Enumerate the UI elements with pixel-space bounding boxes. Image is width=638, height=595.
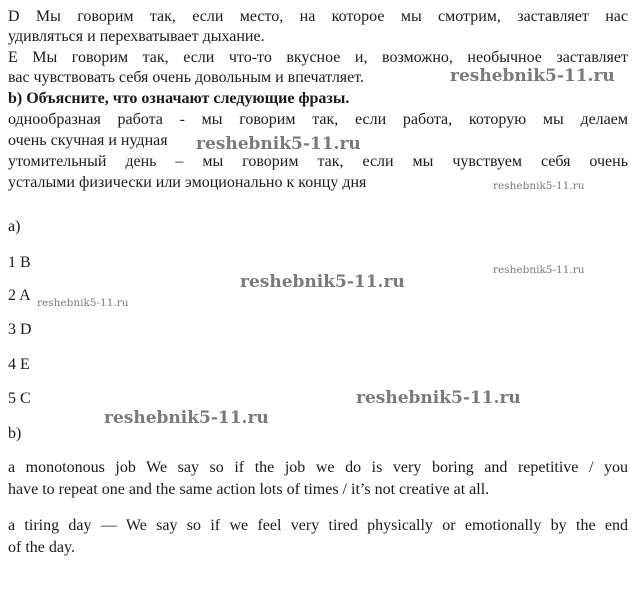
ru-p2-line-1: утомительный день – мы говорим так, если мы чувствуем себя очень	[8, 153, 628, 170]
watermark: reshebnik5-11.ru	[196, 134, 361, 154]
ru-b-heading: b) Объясните, что означают следующие фразы.	[8, 90, 350, 107]
watermark: reshebnik5-11.ru	[356, 388, 521, 408]
watermark: reshebnik5-11.ru	[493, 264, 585, 276]
en-p2-line-2: of the day.	[8, 539, 75, 556]
ru-p2-line-2: усталыми физически или эмоционально к концу дня	[8, 174, 367, 191]
ru-d-line-1: D Мы говорим так, если место, на которое мы смотрим, заставляет нас	[8, 8, 628, 25]
answers-label-a: a)	[8, 218, 21, 235]
ru-d-line-2: удивляться и перехватывает дыхание.	[8, 28, 265, 45]
answer-item-5: 5 C	[8, 390, 31, 407]
watermark: reshebnik5-11.ru	[493, 180, 585, 192]
en-p1-line-1: a monotonous job We say so if the job we do is very boring and repetitive / you	[8, 459, 628, 476]
watermark: reshebnik5-11.ru	[37, 297, 129, 309]
answer-item-2: 2 A	[8, 287, 31, 304]
answers-label-b: b)	[8, 425, 22, 442]
ru-e-line-2: вас чувствовать себя очень довольным и впечатляет.	[8, 69, 365, 86]
watermark: reshebnik5-11.ru	[104, 408, 269, 428]
answer-item-4: 4 E	[8, 356, 30, 373]
watermark: reshebnik5-11.ru	[240, 272, 405, 292]
answer-item-3: 3 D	[8, 321, 32, 338]
en-p2-line-1: a tiring day — We say so if we feel very tired physically or emotionally by the end	[8, 517, 628, 534]
en-p1-line-2: have to repeat one and the same action lots of times / it’s not creative at all.	[8, 481, 490, 498]
watermark: reshebnik5-11.ru	[450, 66, 615, 86]
ru-e-line-1: E Мы говорим так, если что-то вкусное и, возможно, необычное заставляет	[8, 49, 628, 66]
answer-item-1: 1 B	[8, 254, 31, 271]
ru-p1-line-1: однообразная работа - мы говорим так, если работа, которую мы делаем	[8, 111, 628, 128]
ru-p1-line-2: очень скучная и нудная	[8, 132, 168, 149]
